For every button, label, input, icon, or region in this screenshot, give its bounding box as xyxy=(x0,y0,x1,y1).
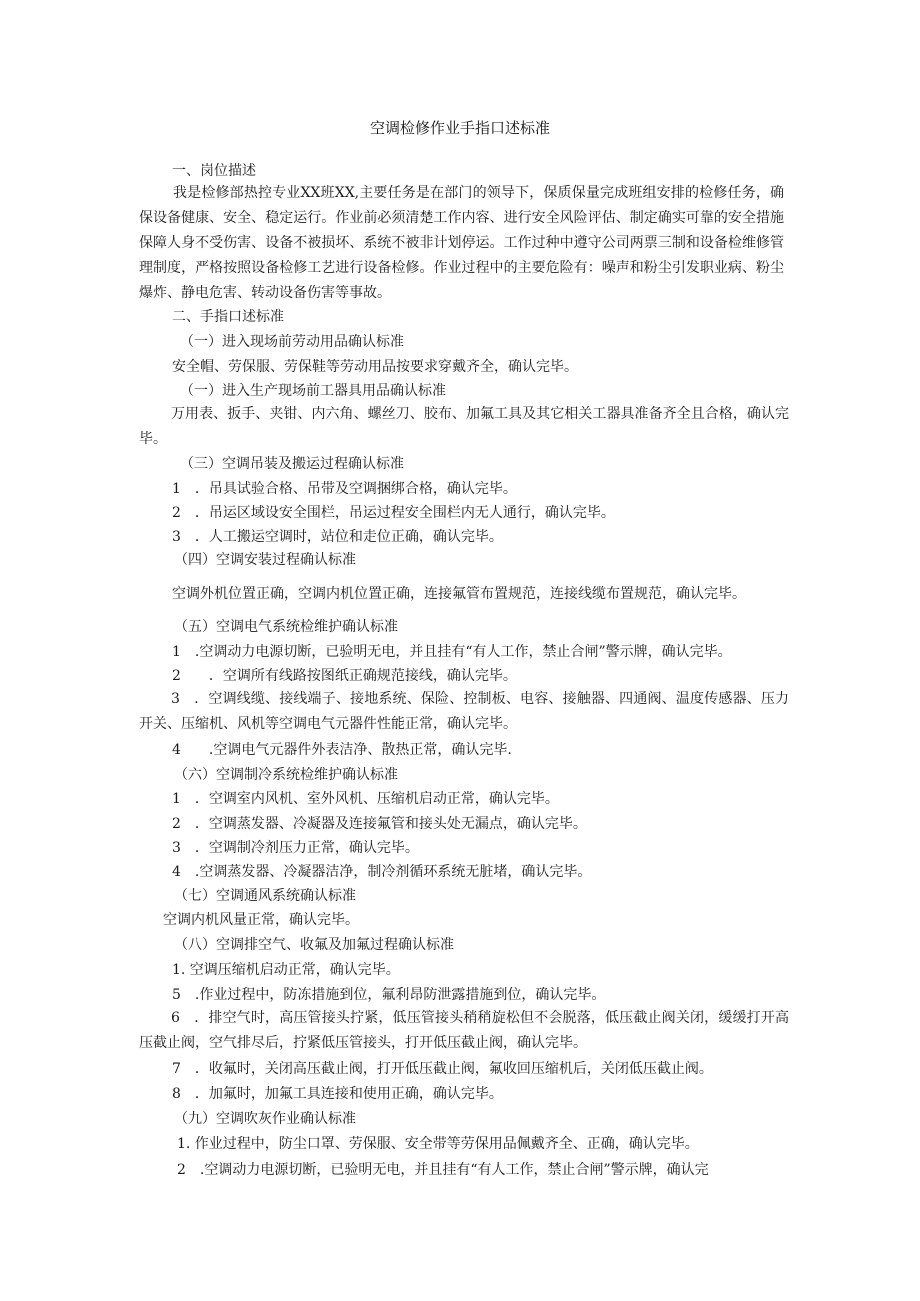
subsection-heading-installation: （四）空调安装过程确认标准 xyxy=(174,552,356,568)
refrigeration-item: 4 .空调蒸发器、冷凝器洁净，制冷剂循环系统无脏堵，确认完毕。 xyxy=(172,864,592,880)
document-title: 空调检修作业手指口述标准 xyxy=(369,119,550,137)
refrigerant-item: 6 ．排空气时，高压管接头拧紧，低压管接头稍稍旋松但不会脱落，低压截止阀关闭，缓缓打开高压截止阀，空气排尽后，拧紧低压管接头，打开低压截止阀，确认完毕。 xyxy=(139,1010,789,1051)
subsection-heading-hoisting: （三）空调吊装及搬运过程确认标准 xyxy=(180,456,404,472)
refrigerant-item: 8 ．加氟时，加氟工具连接和使用正确，确认完毕。 xyxy=(172,1086,503,1102)
refrigerant-item: 5 .作业过程中，防冻措施到位，氟利昂防泄露措施到位，确认完毕。 xyxy=(172,987,606,1003)
subsection-heading-ventilation: （七）空调通风系统确认标准 xyxy=(174,888,356,904)
refrigeration-item: 2 ．空调蒸发器、冷凝器及连接氟管和接头处无漏点，确认完毕。 xyxy=(172,816,587,832)
ppe-text: 安全帽、劳保服、劳保鞋等劳动用品按要求穿戴齐全，确认完毕。 xyxy=(172,359,578,375)
refrigeration-item: 3 ．空调制冷剂压力正常，确认完毕。 xyxy=(172,840,419,856)
refrigerant-item: 1. 空调压缩机启动正常，确认完毕。 xyxy=(172,962,400,978)
hoisting-item: 2 ．吊运区域设安全围栏，吊运过程安全围栏内无人通行，确认完毕。 xyxy=(172,505,615,521)
dust-blowing-item: 1. 作业过程中，防尘口罩、劳保服、安全带等劳保用品佩戴齐全、正确，确认完毕。 xyxy=(177,1136,699,1152)
subsection-heading-refrigeration: （六）空调制冷系统检维护确认标准 xyxy=(174,767,398,783)
job-description-paragraph: 我是检修部热控专业XX班XX,主要任务是在部门的领导下，保质保量完成班组安排的检修任务，确保设备健康、安全、稳定运行。作业前必须清楚工作内容、进行安全风险评估、制定确实可靠的安全措施保障人身不受伤害、设备不被损坏、系统不被非计划停运。工作过种中遵守公司两票三制和设备检维修管理制度，严格按照设备检修工艺进行设备检修。作业过程中的主要危险有：噪声和粉尘引发职业病、粉尘爆炸、静电危害、转动设备伤害等事故。 xyxy=(139,185,784,301)
refrigeration-item: 1 ．空调室内风机、室外风机、压缩机启动正常，确认完毕。 xyxy=(172,791,559,807)
subsection-heading-electrical: （五）空调电气系统检维护确认标准 xyxy=(174,619,398,635)
electrical-item: 4 .空调电气元器件外表洁净、散热正常，确认完毕. xyxy=(172,742,512,758)
subsection-heading-ppe: （一）进入现场前劳动用品确认标准 xyxy=(180,334,404,350)
electrical-item: 3 ．空调线缆、接线端子、接地系统、保险、控制板、电容、接触器、四通阀、温度传感器、压力开关、压缩机、风机等空调电气元器件性能正常，确认完毕。 xyxy=(139,691,789,732)
refrigerant-item: 7 ．收氟时，关闭高压截止阀，打开低压截止阀，氟收回压缩机后，关闭低压截止阀。 xyxy=(172,1061,713,1077)
ventilation-text: 空调内机风量正常，确认完毕。 xyxy=(163,912,359,928)
section-heading-job-description: 一、岗位描述 xyxy=(172,163,256,179)
hoisting-item: 3 ．人工搬运空调时，站位和走位正确，确认完毕。 xyxy=(172,529,503,545)
section-heading-standards: 二、手指口述标准 xyxy=(172,309,284,325)
installation-text: 空调外机位置正确，空调内机位置正确，连接氟管布置规范，连接线缆布置规范，确认完毕。 xyxy=(172,586,746,602)
tools-text: 万用表、扳手、夹钳、内六角、螺丝刀、胶布、加氟工具及其它相关工器具准备齐全且合格，确认完毕。 xyxy=(139,406,789,447)
subsection-heading-refrigerant: （八）空调排空气、收氟及加氟过程确认标准 xyxy=(174,937,454,953)
subsection-heading-tools: （一）进入生产现场前工器具用品确认标准 xyxy=(180,383,446,399)
dust-blowing-item: 2 .空调动力电源切断，已验明无电，并且挂有“有人工作，禁止合闸”警示牌，确认完 xyxy=(177,1162,709,1178)
electrical-item: 1 .空调动力电源切断，已验明无电，并且挂有“有人工作，禁止合闸”警示牌，确认完毕。 xyxy=(172,644,732,660)
subsection-heading-dust-blowing: （九）空调吹灰作业确认标准 xyxy=(174,1111,356,1127)
hoisting-item: 1 ．吊具试验合格、吊带及空调捆绑合格，确认完毕。 xyxy=(172,481,517,497)
electrical-item: 2 ．空调所有线路按图纸正确规范接线，确认完毕。 xyxy=(172,668,517,684)
